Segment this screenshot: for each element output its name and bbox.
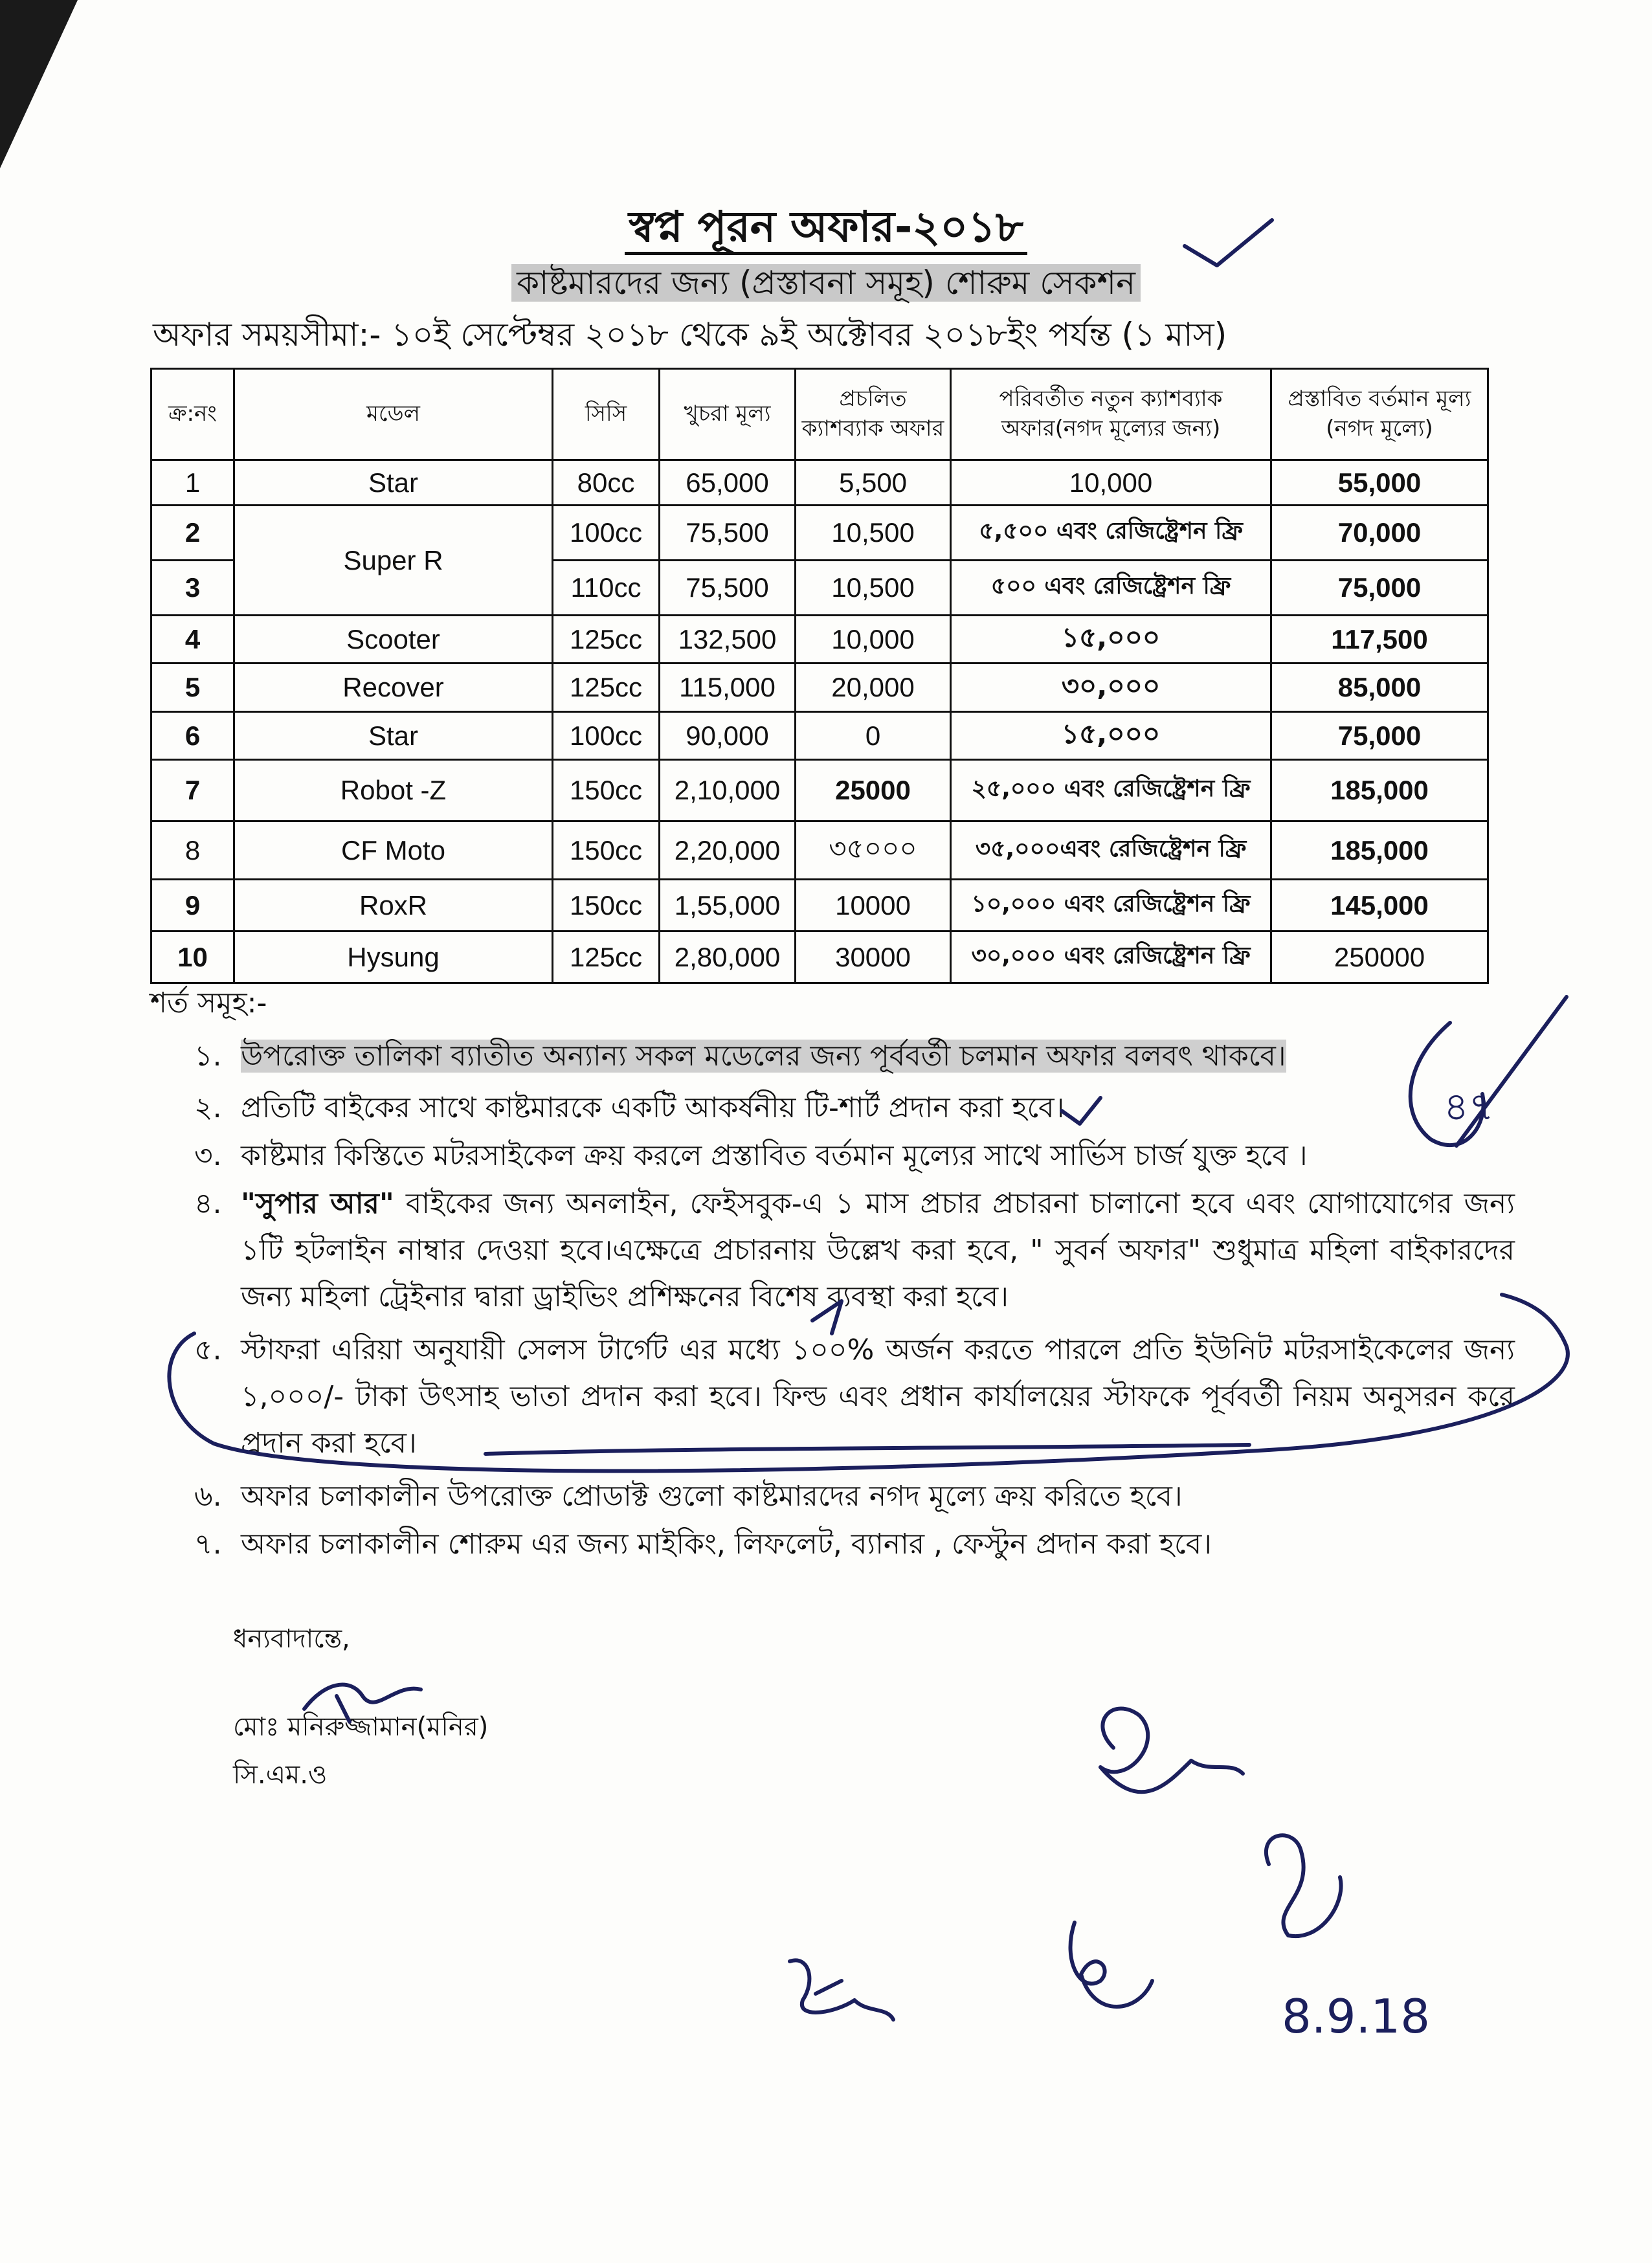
cell-serial: 9 xyxy=(151,880,234,931)
cell-cc: 150cc xyxy=(553,880,660,931)
condition-number: ২. xyxy=(194,1091,222,1124)
cell-proposed-price: 250000 xyxy=(1271,931,1488,983)
cell-proposed-price: 75,000 xyxy=(1271,712,1488,760)
cell-cc: 125cc xyxy=(553,931,660,983)
signature-4 xyxy=(1071,1923,1152,2007)
cell-retail: 75,500 xyxy=(660,561,796,616)
cell-cc: 150cc xyxy=(553,760,660,821)
cell-new-offer: ৩০,০০০ xyxy=(951,663,1271,712)
condition-number: ৫. xyxy=(194,1333,222,1366)
cell-cashback: 0 xyxy=(796,712,951,760)
condition-text: অফার চলাকালীন শোরুম এর জন্য মাইকিং, লিফলেট, ব্যানার , ফেস্টুন প্রদান করা হবে। xyxy=(241,1528,1212,1561)
cell-cashback: ৩৫০০০ xyxy=(796,821,951,880)
cell-new-offer: ৫০০ এবং রেজিষ্ট্রেশন ফ্রি xyxy=(951,561,1271,616)
signer-signature xyxy=(304,1685,421,1722)
header-proposed-price: প্রস্তাবিত বর্তমান মূল্য (নগদ মূল্যে) xyxy=(1271,369,1488,460)
cell-proposed-price: 55,000 xyxy=(1271,460,1488,506)
signature-2 xyxy=(1266,1835,1341,1936)
cell-new-offer: ১৫,০০০ xyxy=(951,712,1271,760)
closing-salutation: ধন্যবাদান্তে, xyxy=(233,1624,350,1654)
cell-new-offer: ১৫,০০০ xyxy=(951,616,1271,663)
signer-name: মোঃ মনিরুজ্জামান(মনির) xyxy=(233,1712,489,1742)
cell-model: CF Moto xyxy=(234,821,553,880)
document-title: স্বপ্ন পূরন অফার-২০১৮ xyxy=(0,194,1652,265)
condition-5-percent-correction xyxy=(812,1301,842,1333)
cell-cc: 125cc xyxy=(553,616,660,663)
cell-retail: 75,500 xyxy=(660,506,796,561)
condition-text: "সুপার আর" বাইকের জন্য অনলাইন, ফেইসবুক-এ ১ মাস প্রচার প্রচারনা চালানো হবে এবং যোগাযোগের জন্য ১টি হটলাইন নাম্বার দেওয়া হবে।এক্ষেত্রে প্রচারনায় উল্লেখ করা হবে, " সুবর্ন অফার" শুধুমাত্র মহিলা বাইকারদের জন্য মহিলা ট্রেইনার দ্বারা ড্রাইভিং প্রশিক্ষনের বিশেষ ব্যবস্থা করা হবে। xyxy=(241,1187,1515,1313)
cell-cashback: 10,000 xyxy=(796,616,951,663)
cell-cc: 100cc xyxy=(553,506,660,561)
header-serial: ক্র:নং xyxy=(151,369,234,460)
cell-serial: 2 xyxy=(151,506,234,561)
cell-cashback: 20,000 xyxy=(796,663,951,712)
cell-retail: 115,000 xyxy=(660,663,796,712)
cell-cc: 150cc xyxy=(553,821,660,880)
cell-serial: 7 xyxy=(151,760,234,821)
cell-model: Scooter xyxy=(234,616,553,663)
condition-text: কাষ্টমার কিস্তিতে মটরসাইকেল ক্রয় করলে প্রস্তাবিত বর্তমান মূল্যের সাথে সার্ভিস চার্জ যুক্ত হবে । xyxy=(241,1139,1308,1172)
cell-proposed-price: 185,000 xyxy=(1271,760,1488,821)
cell-cc: 80cc xyxy=(553,460,660,506)
cell-serial: 3 xyxy=(151,561,234,616)
cell-proposed-price: 70,000 xyxy=(1271,506,1488,561)
cell-cashback: 10,500 xyxy=(796,561,951,616)
cell-retail: 2,10,000 xyxy=(660,760,796,821)
cell-proposed-price: 85,000 xyxy=(1271,663,1488,712)
cell-new-offer: ১০,০০০ এবং রেজিষ্ট্রেশন ফ্রি xyxy=(951,880,1271,931)
cell-model: Super R xyxy=(234,506,553,616)
cell-serial: 4 xyxy=(151,616,234,663)
condition-number: ৭. xyxy=(194,1528,222,1561)
cell-model: Star xyxy=(234,712,553,760)
margin-note-text: ৪৭ xyxy=(1444,1084,1494,1130)
signature-1 xyxy=(1100,1709,1243,1792)
header-new-cashback: পরিবর্তীত নতুন ক্যাশব্যাক অফার(নগদ মূল্যের জন্য) xyxy=(951,369,1271,460)
condition-text: উপরোক্ত তালিকা ব্যাতীত অন্যান্য সকল মডেলের জন্য পূর্ববর্তী চলমান অফার বলবৎ থাকবে। xyxy=(241,1040,1286,1073)
cell-model: Recover xyxy=(234,663,553,712)
cell-cashback: 10,500 xyxy=(796,506,951,561)
cell-new-offer: 10,000 xyxy=(951,460,1271,506)
condition-number: ৪. xyxy=(194,1187,222,1220)
condition-5-bracket xyxy=(169,1295,1567,1471)
document-subtitle: কাষ্টমারদের জন্য (প্রস্তাবনা সমূহ) শোরুম সেকশন xyxy=(0,259,1652,313)
signer-title: সি.এম.ও xyxy=(233,1760,328,1790)
cell-retail: 2,80,000 xyxy=(660,931,796,983)
cell-retail: 2,20,000 xyxy=(660,821,796,880)
cell-model: Star xyxy=(234,460,553,506)
condition-number: ৩. xyxy=(194,1139,222,1172)
cell-retail: 65,000 xyxy=(660,460,796,506)
cell-model: Robot -Z xyxy=(234,760,553,821)
signature-3 xyxy=(790,1960,893,2020)
cell-retail: 132,500 xyxy=(660,616,796,663)
handwritten-date: 8.9.18 xyxy=(1282,1989,1431,2044)
header-retail-price: খুচরা মূল্য xyxy=(660,369,796,460)
cell-retail: 1,55,000 xyxy=(660,880,796,931)
cell-retail: 90,000 xyxy=(660,712,796,760)
condition-text: স্টাফরা এরিয়া অনুযায়ী সেলস টার্গেট এর মধ্যে ১০০% অর্জন করতে পারলে প্রতি ইউনিট মটরসাইকেলের জন্য ১,০০০/- টাকা উৎসাহ ভাতা প্রদান করা হবে। ফিল্ড এবং প্রধান কার্যালয়ের স্টাফকে পূর্ববর্তী নিয়ম অনুসরন করে প্রদান করা হবে। xyxy=(241,1333,1515,1460)
condition-number: ৬. xyxy=(194,1480,222,1513)
cell-proposed-price: 75,000 xyxy=(1271,561,1488,616)
cell-cashback: 25000 xyxy=(796,760,951,821)
cell-model: Hysung xyxy=(234,931,553,983)
condition-text: প্রতিটি বাইকের সাথে কাষ্টমারকে একটি আকর্ষনীয় টি-শার্ট প্রদান করা হবে। xyxy=(241,1091,1065,1124)
cell-proposed-price: 185,000 xyxy=(1271,821,1488,880)
title-check-mark xyxy=(1185,220,1272,265)
cell-serial: 10 xyxy=(151,931,234,983)
cell-serial: 6 xyxy=(151,712,234,760)
condition-text: অফার চলাকালীন উপরোক্ত প্রোডাক্ট গুলো কাষ্টমারদের নগদ মূল্যে ক্রয় করিতে হবে। xyxy=(241,1480,1183,1513)
cell-cashback: 30000 xyxy=(796,931,951,983)
condition-2-tick xyxy=(1062,1098,1100,1124)
cell-new-offer: ৩০,০০০ এবং রেজিষ্ট্রেশন ফ্রি xyxy=(951,931,1271,983)
cell-cc: 100cc xyxy=(553,712,660,760)
header-cc: সিসি xyxy=(553,369,660,460)
cell-new-offer: ৩৫,০০০এবং রেজিষ্ট্রেশন ফ্রি xyxy=(951,821,1271,880)
condition-number: ১. xyxy=(194,1040,222,1073)
cell-serial: 8 xyxy=(151,821,234,880)
cell-proposed-price: 145,000 xyxy=(1271,880,1488,931)
header-model: মডেল xyxy=(234,369,553,460)
cell-cashback: 10000 xyxy=(796,880,951,931)
cell-cc: 125cc xyxy=(553,663,660,712)
conditions-title: শর্ত সমূহ:- xyxy=(150,987,267,1020)
condition-5-underline xyxy=(486,1445,1249,1454)
cell-serial: 5 xyxy=(151,663,234,712)
cell-cc: 110cc xyxy=(553,561,660,616)
cell-serial: 1 xyxy=(151,460,234,506)
cell-cashback: 5,500 xyxy=(796,460,951,506)
cell-proposed-price: 117,500 xyxy=(1271,616,1488,663)
cell-model: RoxR xyxy=(234,880,553,931)
offer-period: অফার সময়সীমা:- ১০ই সেপ্টেম্বর ২০১৮ থেকে ৯ই অক্টোবর ২০১৮ইং পর্যন্ত (১ মাস) xyxy=(153,316,1227,353)
header-current-cashback: প্রচলিত ক্যাশব্যাক অফার xyxy=(796,369,951,460)
cell-new-offer: ৫,৫০০ এবং রেজিষ্ট্রেশন ফ্রি xyxy=(951,506,1271,561)
cell-new-offer: ২৫,০০০ এবং রেজিষ্ট্রেশন ফ্রি xyxy=(951,760,1271,821)
